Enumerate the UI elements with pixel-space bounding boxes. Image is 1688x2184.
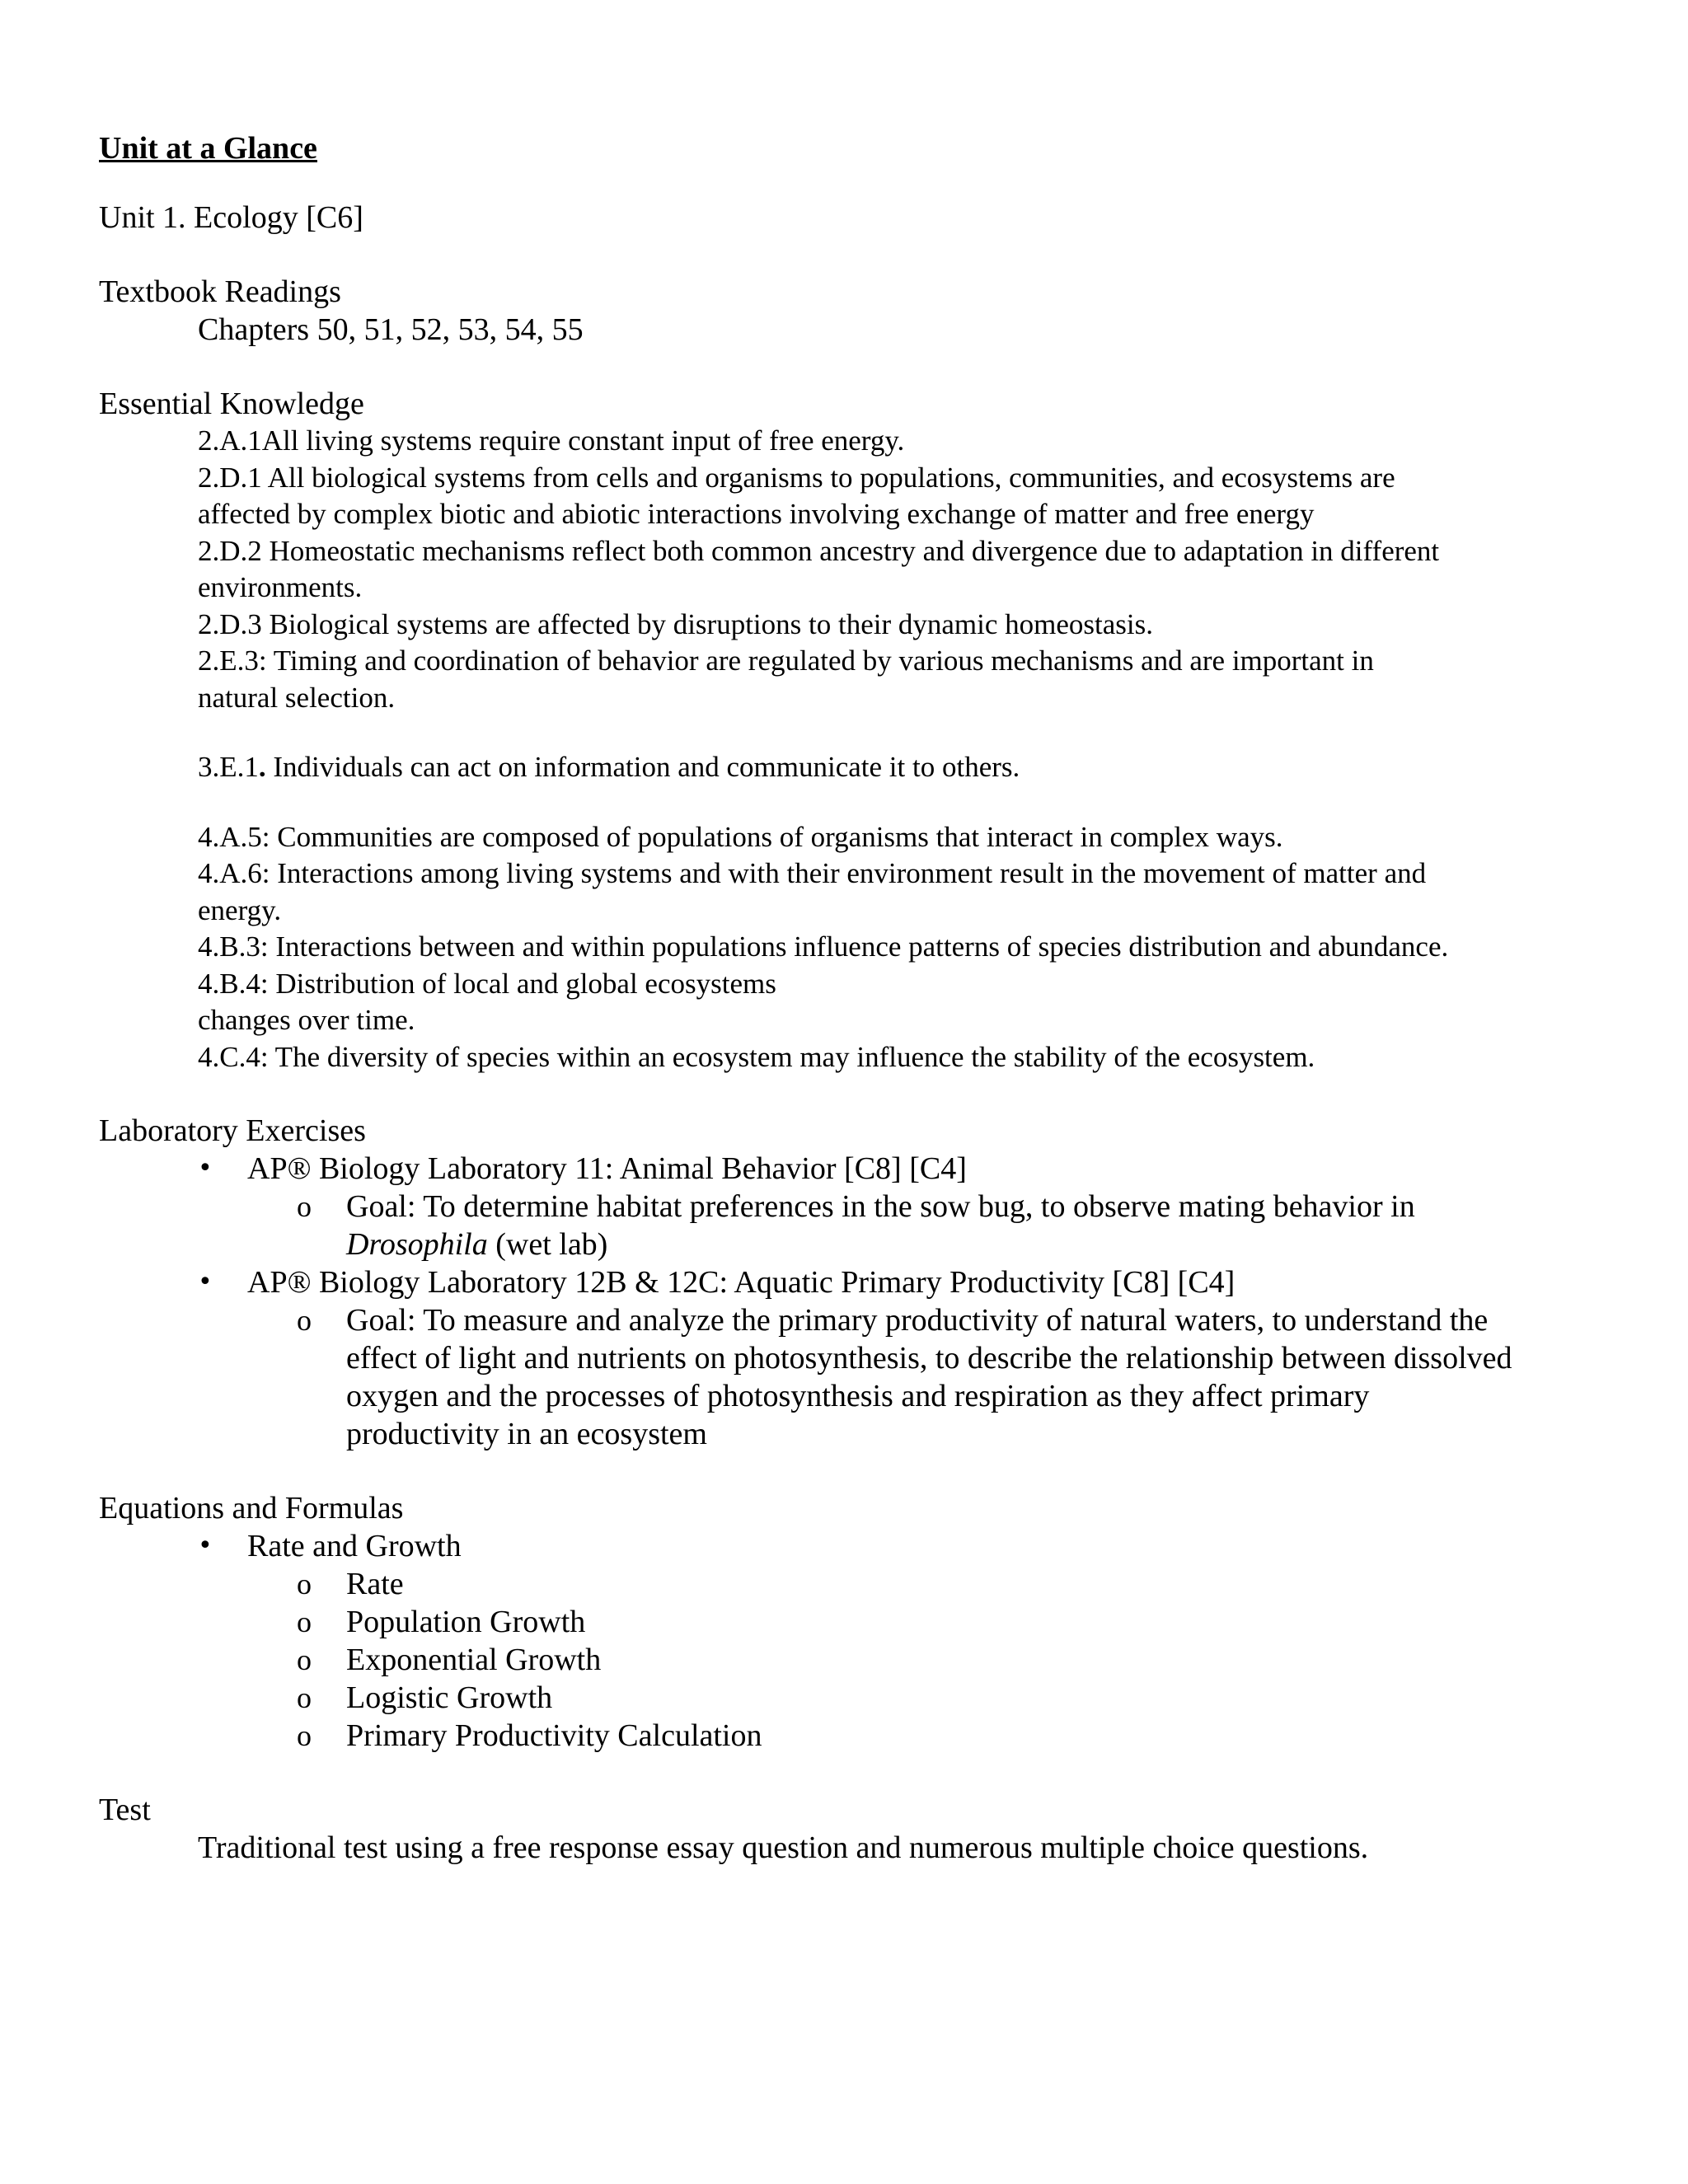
- unit-heading: Unit 1. Ecology [C6]: [99, 200, 363, 235]
- ek-text: Individuals can act on information and communicate it to others.: [265, 751, 1020, 783]
- equation-label: Population Growth: [346, 1605, 586, 1639]
- equations-label: Equations and Formulas: [99, 1491, 404, 1526]
- sub-bullet-icon: o: [297, 1304, 312, 1337]
- equation-label: Primary Productivity Calculation: [346, 1718, 762, 1753]
- ek-line: 4.B.3: Interactions between and within populations influence patterns of species distribution and abundance.: [198, 930, 1449, 963]
- essential-knowledge-group-2: [99, 423, 1599, 716]
- sub-bullet-icon: o: [297, 1681, 312, 1714]
- test-description: Traditional test using a free response essay question and numerous multiple choice questions.: [198, 1830, 1369, 1865]
- ek-line: 2.A.1All living systems require constant input of free energy.: [198, 424, 905, 457]
- goal-line: oxygen and the processes of photosynthesis and respiration as they affect primary: [346, 1379, 1370, 1413]
- lab-exercises-label: Laboratory Exercises: [99, 1113, 366, 1148]
- sub-bullet-icon: o: [297, 1643, 312, 1676]
- sub-bullet-icon: o: [297, 1605, 312, 1638]
- sub-bullet-icon: o: [297, 1719, 312, 1752]
- ek-line: affected by complex biotic and abiotic interactions involving exchange of matter and free energy: [198, 498, 1315, 530]
- equations-group: [99, 1527, 1599, 1565]
- textbook-chapters: Chapters 50, 51, 52, 53, 54, 55: [198, 312, 584, 347]
- equation-item: [99, 1603, 1599, 1641]
- page-title: Unit at a Glance: [99, 131, 317, 166]
- essential-knowledge-group-3: [99, 749, 1599, 786]
- ek-line: 4.C.4: The diversity of species within an ecosystem may influence the stability of the ecosystem.: [198, 1040, 1315, 1073]
- goal-rest: (wet lab): [487, 1227, 608, 1262]
- bullet-icon: •: [198, 1268, 213, 1296]
- equation-item: [99, 1717, 1599, 1755]
- ek-line: 4.A.5: Communities are composed of populations of organisms that interact in complex ways.: [198, 820, 1283, 853]
- ek-line: 4.B.4: Distribution of local and global ecosystems: [198, 967, 776, 1000]
- equation-label: Exponential Growth: [346, 1643, 602, 1677]
- bullet-icon: •: [198, 1154, 213, 1183]
- ek-line: energy.: [198, 893, 282, 926]
- lab-goal-11: [99, 1188, 1599, 1263]
- equation-item: [99, 1641, 1599, 1679]
- species-name: Drosophila: [346, 1227, 488, 1262]
- goal-line: productivity in an ecosystem: [346, 1417, 707, 1451]
- ek-line: 2.D.1 All biological systems from cells and organisms to populations, communities, and ecosystems are: [198, 461, 1395, 494]
- ek-line: 2.D.3 Biological systems are affected by disruptions to their dynamic homeostasis.: [198, 607, 1153, 640]
- lab-title: AP® Biology Laboratory 12B & 12C: Aquatic Primary Productivity [C8] [C4]: [247, 1265, 1236, 1300]
- equations-group-title: Rate and Growth: [247, 1529, 462, 1563]
- ek-code: 3.E.1: [198, 751, 259, 783]
- goal-line: Goal: To determine habitat preferences in the sow bug, to observe mating behavior in: [346, 1189, 1415, 1224]
- goal-line: effect of light and nutrients on photosynthesis, to describe the relationship between dissolved: [346, 1341, 1512, 1376]
- ek-line: 2.E.3: Timing and coordination of behavior are regulated by various mechanisms and are important in: [198, 644, 1374, 677]
- sub-bullet-icon: o: [297, 1568, 312, 1601]
- lab-goal-12: [99, 1301, 1599, 1453]
- lab-title: AP® Biology Laboratory 11: Animal Behavior [C8] [C4]: [247, 1151, 967, 1186]
- ek-dot: .: [258, 751, 266, 783]
- sub-bullet-icon: o: [297, 1190, 312, 1223]
- equation-item: [99, 1565, 1599, 1603]
- goal-line: [346, 1226, 1599, 1263]
- lab-item-12: [99, 1263, 1599, 1301]
- equation-label: Logistic Growth: [346, 1680, 553, 1715]
- test-label: Test: [99, 1793, 151, 1827]
- ek-line: 4.A.6: Interactions among living systems and with their environment result in the movement of matter and: [198, 857, 1427, 889]
- bullet-icon: •: [198, 1531, 213, 1560]
- equation-label: Rate: [346, 1567, 404, 1601]
- ek-line: environments.: [198, 571, 363, 603]
- goal-line: Goal: To measure and analyze the primary productivity of natural waters, to understand the: [346, 1303, 1489, 1338]
- ek-line: 2.D.2 Homeostatic mechanisms reflect both common ancestry and divergence due to adaptation in different: [198, 534, 1440, 567]
- document-page: [99, 128, 1599, 1867]
- equation-item: [99, 1679, 1599, 1717]
- ek-line: changes over time.: [198, 1004, 415, 1036]
- essential-knowledge-group-4: [99, 819, 1599, 1076]
- textbook-label: Textbook Readings: [99, 274, 341, 309]
- essential-knowledge-label: Essential Knowledge: [99, 387, 364, 421]
- lab-item-11: [99, 1150, 1599, 1188]
- ek-line: natural selection.: [198, 681, 396, 714]
